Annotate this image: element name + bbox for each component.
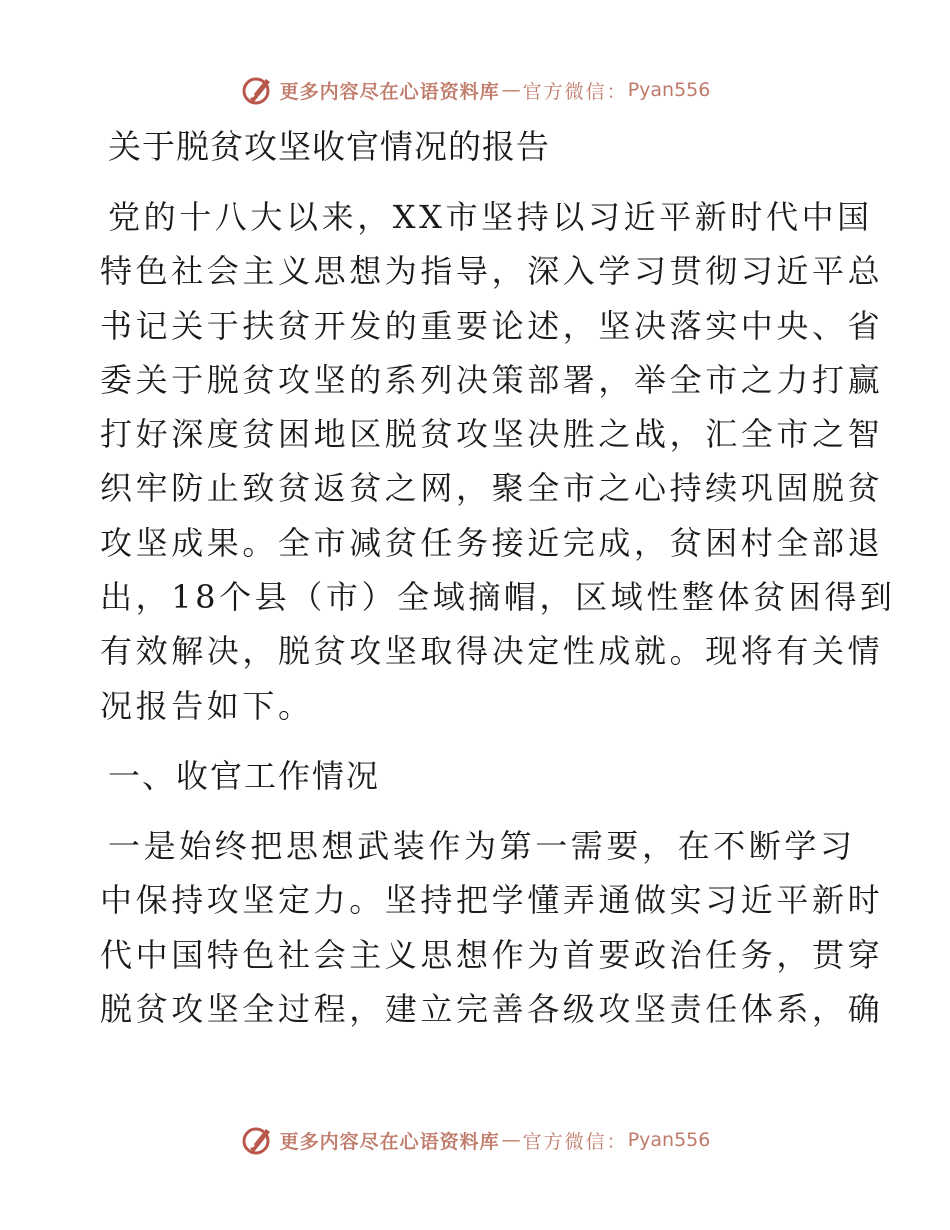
text-line: 书记关于扶贫开发的重要论述，坚决落实中央、省 (100, 306, 884, 345)
text-line: 代中国特色社会主义思想作为首要政治任务，贯穿 (100, 935, 884, 974)
text-line: 一是始终把思想武装作为第一需要，在不断学习 (108, 826, 856, 865)
text-line: 委关于脱贫攻坚的系列决策部署，举全市之力打赢 (100, 360, 884, 399)
text-line: 党的十八大以来，XX市坚持以习近平新时代中国 (108, 198, 873, 236)
section1-paragraph (100, 819, 884, 1036)
watermark-wechat-id: Pyan556 (627, 1129, 711, 1151)
pen-logo-icon (240, 73, 274, 107)
watermark-dash: — (501, 79, 521, 101)
text-line: 中保持攻坚定力。坚持把学懂弄通做实习近平新时 (100, 881, 884, 920)
text-line: 脱贫攻坚全过程，建立完善各级攻坚责任体系，确 (100, 989, 884, 1028)
watermark-label: 官方微信： (522, 1130, 628, 1153)
section-heading: 一、收官工作情况 (108, 756, 381, 795)
document-title: 关于脱贫攻坚收官情况的报告 (108, 127, 550, 166)
watermark-dash: — (501, 1129, 521, 1151)
watermark-banner-top (0, 70, 950, 110)
text-line: 出，18个县（市）全域摘帽，区域性整体贫困得到 (100, 578, 896, 617)
watermark-label: 官方微信： (522, 80, 628, 103)
text-line: 攻坚成果。全市减贫任务接近完成，贫困村全部退 (100, 523, 884, 562)
text-line: 况报告如下。 (100, 686, 314, 725)
document-body (100, 118, 896, 1036)
watermark-wechat-id: Pyan556 (627, 79, 711, 101)
text-line: 有效解决，脱贫攻坚取得决定性成就。现将有关情 (100, 632, 884, 671)
intro-paragraph (100, 190, 896, 733)
text-line: 特色社会主义思想为指导，深入学习贯彻习近平总 (100, 252, 884, 291)
watermark-site-text: 更多内容尽在心语资料库 (279, 1130, 500, 1153)
watermark-site-text: 更多内容尽在心语资料库 (279, 80, 500, 103)
pen-logo-icon (240, 1123, 274, 1157)
text-line: 织牢防止致贫返贫之网，聚全市之心持续巩固脱贫 (100, 469, 884, 508)
text-line: 打好深度贫困地区脱贫攻坚决胜之战，汇全市之智 (100, 415, 884, 454)
watermark-banner-bottom (0, 1120, 950, 1160)
